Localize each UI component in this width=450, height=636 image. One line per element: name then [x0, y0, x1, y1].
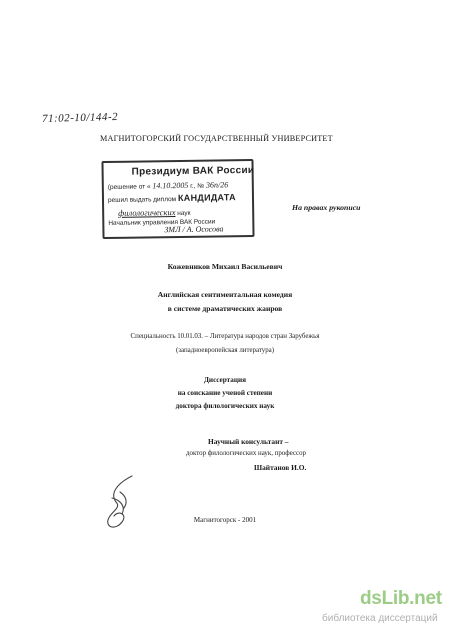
degree-purpose: на соискание ученой степени — [177, 389, 273, 397]
dslib-logo[interactable]: dsLib.net — [360, 588, 442, 609]
stamp-issue-degree: КАНДИДАТА — [177, 192, 236, 204]
advisor-name: Шайтанов И.О. — [254, 463, 307, 472]
dissertation-title-line-1: Английская сентиментальная комедия — [157, 290, 293, 299]
stamp-issue-line — [108, 192, 236, 204]
stamp-science-suffix: наук — [177, 209, 191, 218]
stamp-head-label: Начальник управления ВАК России — [108, 218, 216, 227]
document-type: Диссертация — [203, 376, 247, 384]
stamp-science-line — [118, 207, 190, 218]
advisor-label: Научный консультант – — [208, 437, 289, 446]
dslib-subtitle: библиотека диссертаций — [322, 613, 438, 624]
stamp-head-signature: ЗМЛ / А. Ососова — [164, 224, 224, 235]
city-year: Магнитогорск - 2001 — [193, 516, 257, 524]
stamp-decision-prefix: (решение от « — [107, 183, 151, 191]
vak-approval-stamp — [101, 159, 254, 239]
advisor-degree: доктор филологических наук, профессор — [186, 450, 306, 457]
stamp-title: Президиум ВАК России — [131, 164, 255, 178]
manuscript-rights-note: На правах рукописи — [292, 203, 361, 212]
stamp-science-field: филологических — [118, 207, 176, 218]
stamp-issue-prefix: решил выдать диплом — [107, 196, 177, 204]
degree-name: доктора филологических наук — [175, 402, 275, 410]
stamp-decision-line — [108, 180, 229, 191]
specialty-line: Специальность 10.01.03. – Литература народов стран Зарубежья — [130, 333, 320, 340]
specialty-subline: (западноевропейская литература) — [175, 347, 275, 354]
dissertation-title-line-2: в системе драматических жанров — [167, 304, 283, 313]
stamp-decision-number: 36п/26 — [205, 180, 229, 190]
stamp-decision-middle: г., № — [190, 182, 205, 190]
handwritten-registry-code: 71:02-10/144-2 — [41, 111, 119, 125]
author-name: Кожевников Михаил Васильевич — [167, 262, 283, 271]
stamp-decision-date: 14.10.2005 — [152, 180, 189, 191]
dslib-watermark[interactable] — [298, 582, 448, 632]
university-name: МАГНИТОГОРСКИЙ ГОСУДАРСТВЕННЫЙ УНИВЕРСИТЕТ — [100, 134, 333, 143]
